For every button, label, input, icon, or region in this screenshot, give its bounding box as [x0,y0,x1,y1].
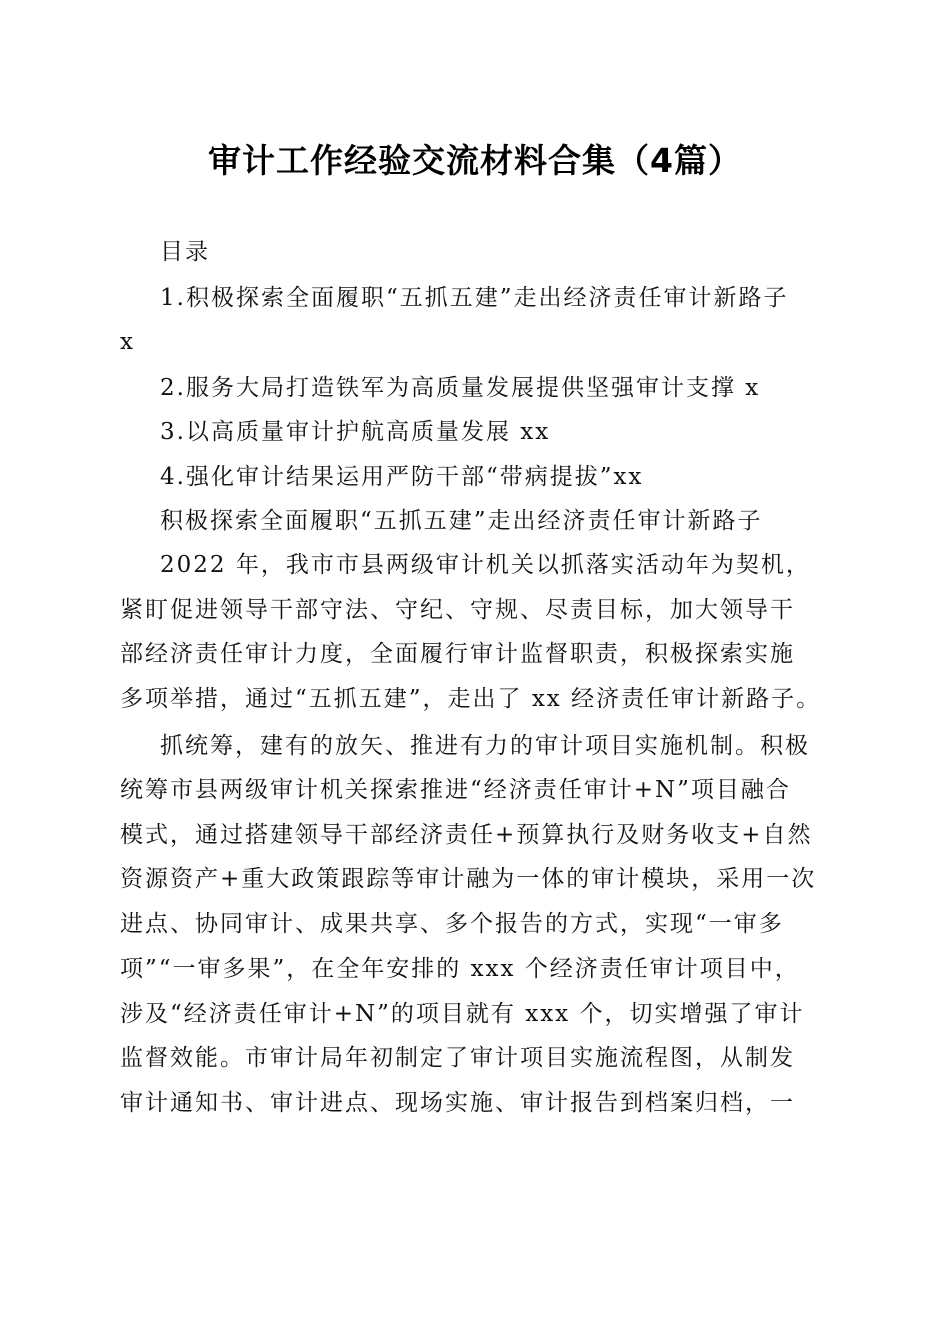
body-line: 监督效能。市审计局年初制定了审计项目实施流程图，从制发 [120,1045,795,1071]
body-line: 抓统筹，建有的放矢、推进有力的审计项目实施机制。积极 [160,733,810,759]
body-line: 多项举措，通过“五抓五建”，走出了 xx 经济责任审计新路子。 [120,686,822,712]
toc-item: 2.服务大局打造铁军为高质量发展提供坚强审计支撑 x [160,375,761,401]
body-line: 审计通知书、审计进点、现场实施、审计报告到档案归档，一 [120,1090,795,1116]
toc-item-continuation: x [120,329,135,355]
toc-heading: 目录 [160,239,210,265]
body-line: 模式，通过搭建领导干部经济责任+预算执行及财务收支+自然 [120,822,813,848]
toc-item: 1.积极探索全面履职“五抓五建”走出经济责任审计新路子 [160,285,789,311]
body-line: 部经济责任审计力度，全面履行审计监督职责，积极探索实施 [120,641,795,667]
body-line: 资源资产+重大政策跟踪等审计融为一体的审计模块，采用一次 [120,866,817,892]
article-title: 积极探索全面履职“五抓五建”走出经济责任审计新路子 [160,508,763,534]
toc-item: 3.以高质量审计护航高质量发展 xx [160,419,551,445]
body-line: 统筹市县两级审计机关探索推进“经济责任审计+N”项目融合 [120,777,791,803]
toc-item: 4.强化审计结果运用严防干部“带病提拔”xx [160,464,644,490]
body-line: 2022 年，我市市县两级审计机关以抓落实活动年为契机， [160,552,811,578]
body-line: 项”“一审多果”，在全年安排的 xxx 个经济责任审计项目中， [120,956,800,982]
body-line: 涉及“经济责任审计+N”的项目就有 xxx 个，切实增强了审计 [120,1001,805,1027]
body-line: 进点、协同审计、成果共享、多个报告的方式，实现“一审多 [120,911,784,937]
body-line: 紧盯促进领导干部守法、守纪、守规、尽责目标，加大领导干 [120,597,795,623]
document-title: 审计工作经验交流材料合集（4篇） [208,141,742,180]
